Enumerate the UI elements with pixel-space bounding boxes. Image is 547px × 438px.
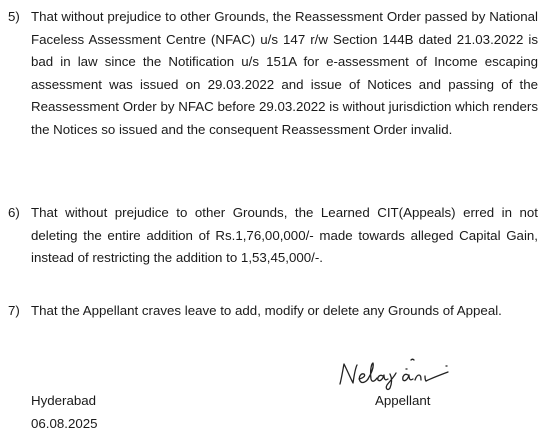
ground-text: That without prejudice to other Grounds, the Learned CIT(Appeals) erred in not deleting the entire addition of Rs.1,76,00,000/- made towards alleged Capital Gain, instead of restricting the addition to 1,53,45,000/-. xyxy=(31,205,538,266)
ground-6 xyxy=(8,202,538,270)
ground-7 xyxy=(8,300,538,323)
ground-number: 7) xyxy=(8,303,20,318)
signatory-label: Appellant xyxy=(375,393,431,408)
ground-number: 6) xyxy=(8,205,20,220)
ground-5 xyxy=(8,6,538,142)
ground-text: That the Appellant craves leave to add, modify or delete any Grounds of Appeal. xyxy=(31,303,502,318)
date-of-signing: 06.08.2025 xyxy=(31,416,98,431)
place-of-signing: Hyderabad xyxy=(31,393,97,408)
handwritten-signature xyxy=(336,356,460,392)
ground-number: 5) xyxy=(8,9,20,24)
ground-text: That without prejudice to other Grounds, the Reassessment Order passed by National Faceless Assessment Centre (NFAC) u/s 147 r/w Section 144B dated 21.03.2022 is bad in law since the Notification u/s 151A for e-assessment of Income escaping assessment was issued on 29.03.2022 and issue of Notices and passing of the Reassessment Order by NFAC before 29.03.2022 is without jurisdiction which renders the Notices so issued and the consequent Reassessment Order invalid. xyxy=(31,9,538,137)
